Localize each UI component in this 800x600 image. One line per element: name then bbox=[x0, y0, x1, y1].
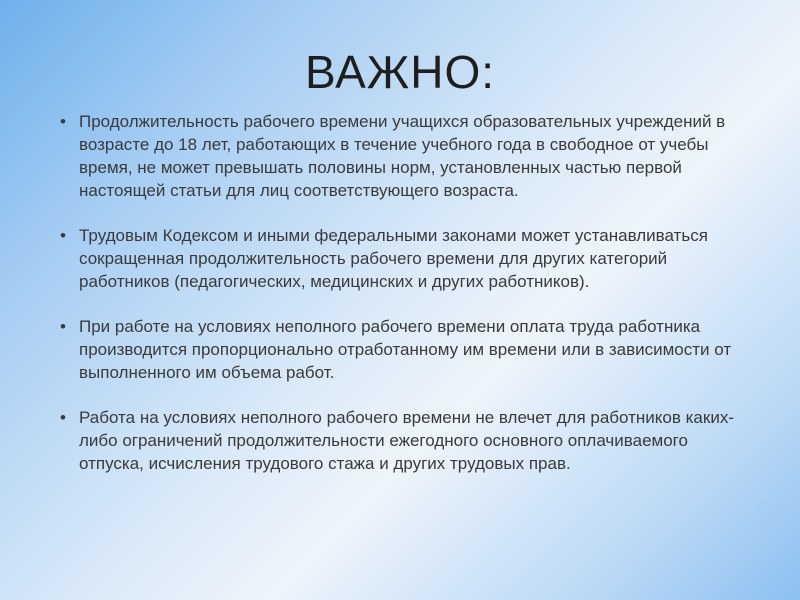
bullet-text-2: Трудовым Кодексом и иными федеральными законами может устанавливаться сокращенная продолжительность рабочего времени для других категорий работников (педагогических, медицинских и других работников). bbox=[79, 226, 708, 291]
bullet-item-1 bbox=[60, 110, 750, 202]
bullet-list bbox=[60, 110, 750, 497]
bullet-marker: • bbox=[60, 317, 66, 336]
bullet-text-4: Работа на условиях неполного рабочего времени не влечет для работников каких-либо ограничений продолжительности ежегодного основного оплачиваемого отпуска, исчисления трудового стажа и других трудовых прав. bbox=[79, 408, 734, 473]
bullet-text-1: Продолжительность рабочего времени учащихся образовательных учреждений в возрасте до 18 лет, работающих в течение учебного года в свободное от учебы время, не может превышать половины норм, установленных частью первой настоящей статьи для лиц соответствующего возраста. bbox=[79, 112, 726, 200]
bullet-marker: • bbox=[60, 226, 66, 245]
bullet-marker: • bbox=[60, 408, 66, 427]
bullet-item-4 bbox=[60, 406, 750, 475]
slide-title: ВАЖНО: bbox=[304, 46, 496, 98]
bullet-text-3: При работе на условиях неполного рабочего времени оплата труда работника производится пропорционально отработанному им времени или в зависимости от выполненного им объема работ. bbox=[79, 317, 732, 382]
bullet-item-3 bbox=[60, 315, 750, 384]
bullet-item-2 bbox=[60, 224, 750, 293]
bullet-marker: • bbox=[60, 112, 66, 131]
